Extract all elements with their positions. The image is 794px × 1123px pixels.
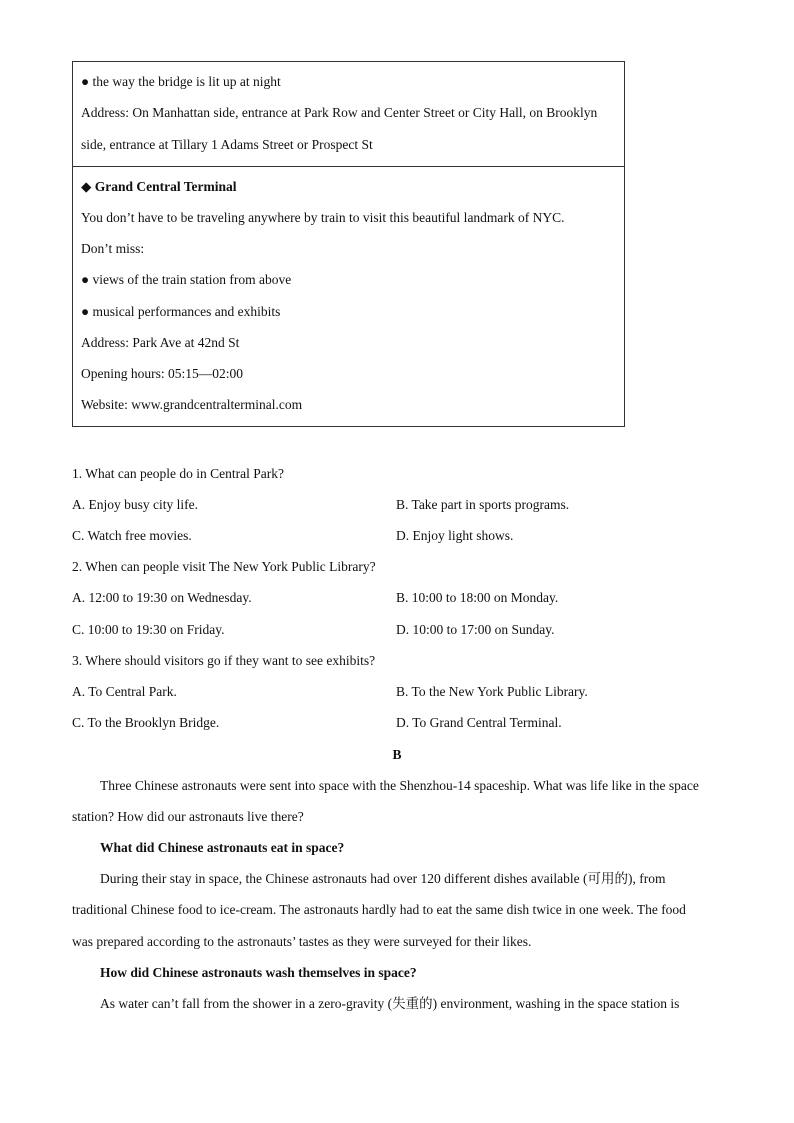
bridge-bullet-lights: ● the way the bridge is lit up at night bbox=[81, 74, 281, 89]
passage-b-subheading-eat: What did Chinese astronauts eat in space? bbox=[100, 840, 345, 855]
question-1-option-c: C. Watch free movies. bbox=[72, 528, 192, 543]
question-2-stem: 2. When can people visit The New York Public Library? bbox=[72, 559, 376, 574]
bridge-address-line1: Address: On Manhattan side, entrance at Park Row and Center Street or City Hall, on Brooklyn bbox=[81, 105, 598, 120]
grand-central-intro: You don’t have to be traveling anywhere by train to visit this beautiful landmark of NYC. bbox=[81, 210, 565, 225]
question-3-option-b: B. To the New York Public Library. bbox=[396, 684, 588, 699]
question-3-option-d: D. To Grand Central Terminal. bbox=[396, 715, 562, 730]
bridge-address-line2: side, entrance at Tillary 1 Adams Street or Prospect St bbox=[81, 137, 373, 152]
question-1-option-a: A. Enjoy busy city life. bbox=[72, 497, 198, 512]
grand-central-bullet-music: ● musical performances and exhibits bbox=[81, 304, 281, 319]
section-b-heading: B bbox=[392, 747, 402, 762]
grand-central-address: Address: Park Ave at 42nd St bbox=[81, 335, 240, 350]
grand-central-dont-miss: Don’t miss: bbox=[81, 241, 145, 256]
passage-b-p1-line1: Three Chinese astronauts were sent into space with the Shenzhou-14 spaceship. What was life like in the space bbox=[100, 778, 699, 793]
question-2-option-b: B. 10:00 to 18:00 on Monday. bbox=[396, 590, 559, 605]
passage-b-subheading-wash: How did Chinese astronauts wash themselves in space? bbox=[100, 965, 417, 980]
passage-b-p1-line2: station? How did our astronauts live there? bbox=[72, 809, 304, 824]
question-2-option-a: A. 12:00 to 19:30 on Wednesday. bbox=[72, 590, 252, 605]
question-3-stem: 3. Where should visitors go if they want to see exhibits? bbox=[72, 653, 376, 668]
question-3-option-a: A. To Central Park. bbox=[72, 684, 177, 699]
question-2-option-d: D. 10:00 to 17:00 on Sunday. bbox=[396, 622, 555, 637]
question-3-option-c: C. To the Brooklyn Bridge. bbox=[72, 715, 220, 730]
grand-central-website: Website: www.grandcentralterminal.com bbox=[81, 397, 303, 412]
passage-b-p3-line1: As water can’t fall from the shower in a zero-gravity (失重的) environment, washing in the space station is bbox=[100, 996, 680, 1011]
grand-central-title: ◆ Grand Central Terminal bbox=[81, 179, 237, 194]
passage-b-p2-line3: was prepared according to the astronauts’ tastes as they were surveyed for their likes. bbox=[72, 934, 532, 949]
question-2-option-c: C. 10:00 to 19:30 on Friday. bbox=[72, 622, 225, 637]
info-box-grand-central bbox=[72, 166, 625, 427]
grand-central-hours: Opening hours: 05:15—02:00 bbox=[81, 366, 243, 381]
grand-central-bullet-views: ● views of the train station from above bbox=[81, 272, 292, 287]
passage-b-p2-line2: traditional Chinese food to ice-cream. The astronauts hardly had to eat the same dish twice in one week. The food bbox=[72, 902, 686, 917]
passage-b-p2-line1: During their stay in space, the Chinese astronauts had over 120 different dishes available (可用的), from bbox=[100, 871, 666, 886]
question-1-option-d: D. Enjoy light shows. bbox=[396, 528, 514, 543]
question-1-option-b: B. Take part in sports programs. bbox=[396, 497, 570, 512]
question-1-stem: 1. What can people do in Central Park? bbox=[72, 466, 284, 481]
